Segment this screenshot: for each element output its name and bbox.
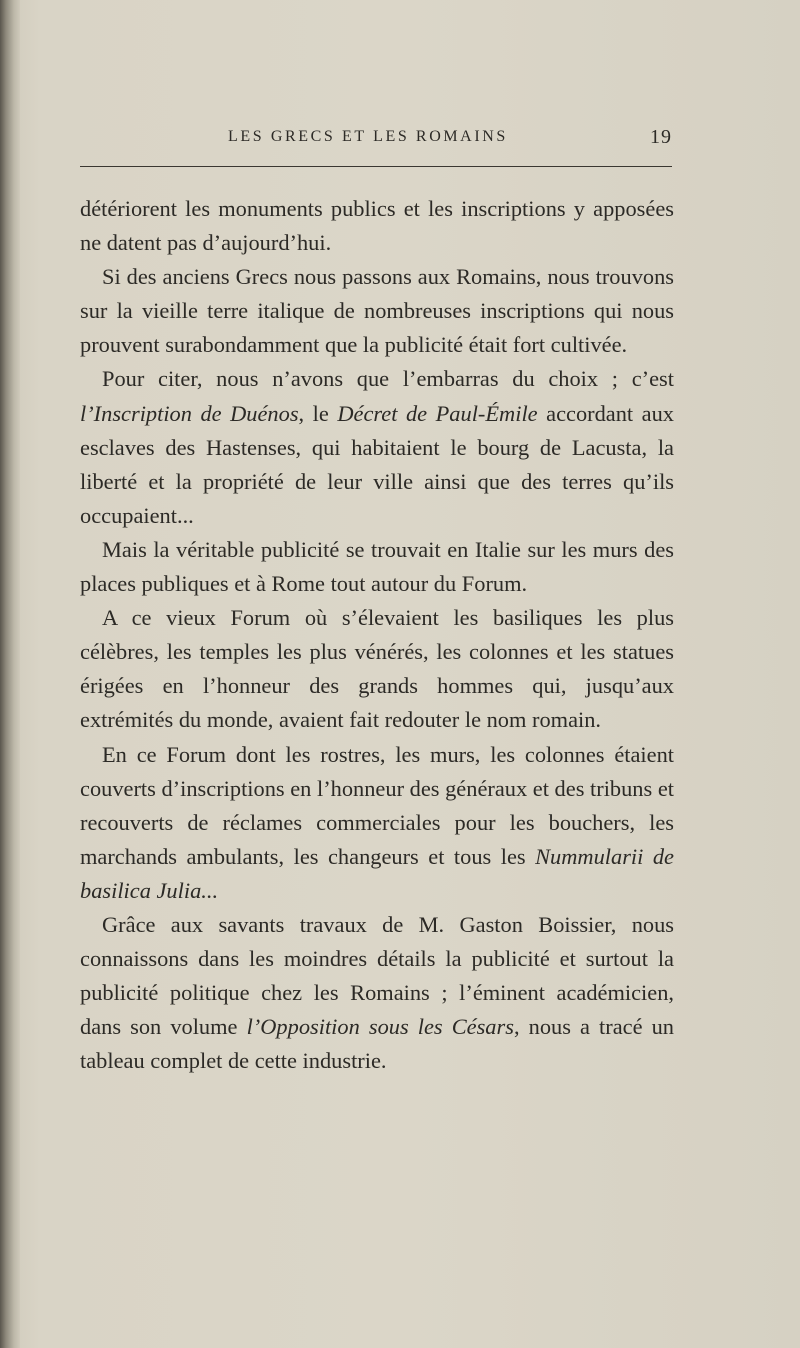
inscription-title: l’Inscription de Duénos (80, 400, 299, 426)
paragraph-2: Si des anciens Grecs nous passons aux Romains, nous trouvons sur la vieille terre italique de nombreuses inscriptions qui nous prouvent surabondamment que la publicité était fort cultivée. (80, 264, 674, 358)
paragraph-7 (80, 908, 674, 1078)
header-rule (80, 166, 672, 167)
book-title: l’Opposition sous les Césars (246, 1014, 514, 1040)
paragraph-7-text-a: Grâce aux savants travaux de M. Gaston Boissier, nous connaissons dans les moindres détails la publicité et surtout la publicité politique chez les Romains ; l’éminent académicien, dans son volume (80, 911, 674, 1040)
paragraph-5: A ce vieux Forum où s’élevaient les basiliques les plus célèbres, les temples les plus vénérés, les colonnes et les statues érigées en l’honneur des grands hommes qui, jusqu’aux extrémités du monde, avaient fait redouter le nom romain. (80, 605, 674, 733)
body-text (80, 192, 674, 1078)
decree-title: Décret de Paul-Émile (337, 400, 538, 426)
paragraph-4: Mais la véritable publicité se trouvait en Italie sur les murs des places publiques et à Rome tout autour du Forum. (80, 536, 674, 597)
paragraph-6 (80, 738, 674, 908)
running-head: LES GRECS ET LES ROMAINS (228, 128, 508, 145)
paragraph-3-text-c: , le (298, 400, 338, 426)
paragraph-6-text-a: En ce Forum dont les rostres, les murs, les colonnes étaient couverts d’inscriptions en l’honneur des généraux et des tribuns et recouverts de réclames commerciales pour les bouchers, les marchands ambulants, les changeurs et tous les (80, 741, 674, 869)
paragraph-3-text-a: Pour citer, nous n’avons que l’embarras du choix ; c’est (102, 366, 674, 392)
page-header (80, 128, 672, 158)
paragraph-3 (80, 362, 674, 532)
paragraph-7-text-c: , nous a tracé un tableau complet de cette industrie. (80, 1014, 674, 1074)
nummularii-phrase: Nummularii de basilica Julia... (80, 843, 674, 903)
paragraph-3-text-e: accordant aux esclaves des Hastenses, qui habitaient le bourg de Lacusta, la liberté et la propriété de leur ville ainsi que des terres qu’ils occupaient... (80, 400, 675, 528)
page-number: 19 (650, 126, 672, 148)
paragraph-1: détériorent les monuments publics et les inscriptions y apposées ne datent pas d’aujourd’hui. (80, 196, 674, 256)
book-binding-edge (0, 0, 20, 1348)
